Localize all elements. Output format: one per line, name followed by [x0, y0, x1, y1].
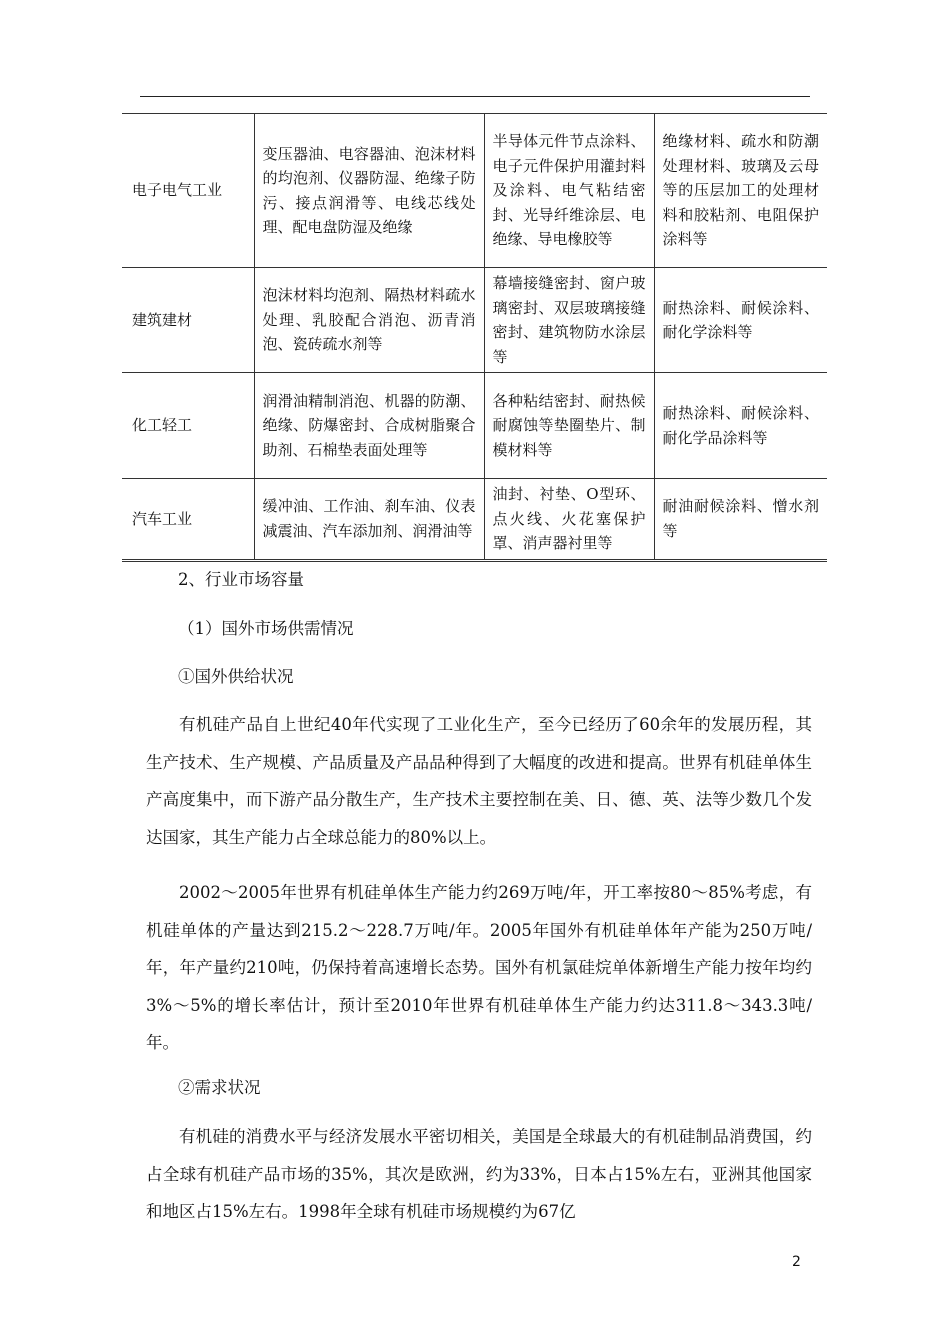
table-cell: 缓冲油、工作油、刹车油、仪表减震油、汽车添加剂、润滑油等 [254, 479, 484, 561]
table-row [122, 479, 827, 561]
table-cell: 润滑油精制消泡、机器的防潮、绝缘、防爆密封、合成树脂聚合助剂、石棉垫表面处理等 [254, 373, 484, 479]
table-row [122, 114, 827, 268]
industry-cell: 汽车工业 [122, 479, 254, 561]
table-cell: 绝缘材料、疏水和防潮处理材料、玻璃及云母等的压层加工的处理材料和胶粘剂、电阻保护涂料等 [654, 114, 827, 268]
industry-cell: 建筑建材 [122, 268, 254, 373]
table-cell: 各种粘结密封、耐热候耐腐蚀等垫圈垫片、制模材料等 [484, 373, 654, 479]
paragraph-supply: 有机硅产品自上世纪40年代实现了工业化生产，至今已经历了60余年的发展历程，其生产技术、生产规模、产品质量及产品品种得到了大幅度的改进和提高。世界有机硅单体生产高度集中，而下游产品分散生产，生产技术主要控制在美、日、德、英、法等少数几个发达国家，其生产能力占全球总能力的80%以上。 [146, 715, 812, 847]
table-row [122, 373, 827, 479]
table-cell: 耐油耐候涂料、憎水剂等 [654, 479, 827, 561]
table-cell: 耐热涂料、耐候涂料、耐化学涂料等 [654, 268, 827, 373]
table-cell: 泡沫材料均泡剂、隔热材料疏水处理、乳胶配合消泡、沥青消泡、瓷砖疏水剂等 [254, 268, 484, 373]
subsection-heading: （1）国外市场供需情况 [178, 619, 354, 638]
supply-title: ①国外供给状况 [178, 667, 294, 686]
table-row [122, 268, 827, 373]
table-cell: 油封、衬垫、O型环、点火线、火花塞保护罩、消声器衬里等 [484, 479, 654, 561]
industry-cell: 化工轻工 [122, 373, 254, 479]
page-number: 2 [792, 1254, 801, 1270]
application-table [122, 113, 827, 562]
table-cell: 半导体元件节点涂料、电子元件保护用灌封料及涂料、电气粘结密封、光导纤维涂层、电绝缘、导电橡胶等 [484, 114, 654, 268]
table-cell: 幕墙接缝密封、窗户玻璃密封、双层玻璃接缝密封、建筑物防水涂层等 [484, 268, 654, 373]
demand-title: ②需求状况 [178, 1078, 261, 1097]
table-cell: 耐热涂料、耐候涂料、耐化学品涂料等 [654, 373, 827, 479]
section-heading: 2、行业市场容量 [178, 570, 304, 589]
paragraph-demand: 有机硅的消费水平与经济发展水平密切相关，美国是全球最大的有机硅制品消费国，约占全球有机硅产品市场的35%，其次是欧洲，约为33%，日本占15%左右，亚洲其他国家和地区占15%左右。1998年全球有机硅市场规模约为67亿 [146, 1127, 812, 1221]
paragraph-capacity: 2002～2005年世界有机硅单体生产能力约269万吨/年，开工率按80～85%考虑，有机硅单体的产量达到215.2～228.7万吨/年。2005年国外有机硅单体年产能为250万吨/年，年产量约210吨，仍保持着高速增长态势。国外有机氯硅烷单体新增生产能力按年均约3%～5%的增长率估计，预计至2010年世界有机硅单体生产能力约达311.8～343.3吨/年。 [146, 883, 812, 1052]
table-cell: 变压器油、电容器油、泡沫材料的均泡剂、仪器防湿、绝缘子防污、接点润滑等、电线芯线处理、配电盘防湿及绝缘 [254, 114, 484, 268]
header-rule [140, 96, 810, 97]
industry-cell: 电子电气工业 [122, 114, 254, 268]
